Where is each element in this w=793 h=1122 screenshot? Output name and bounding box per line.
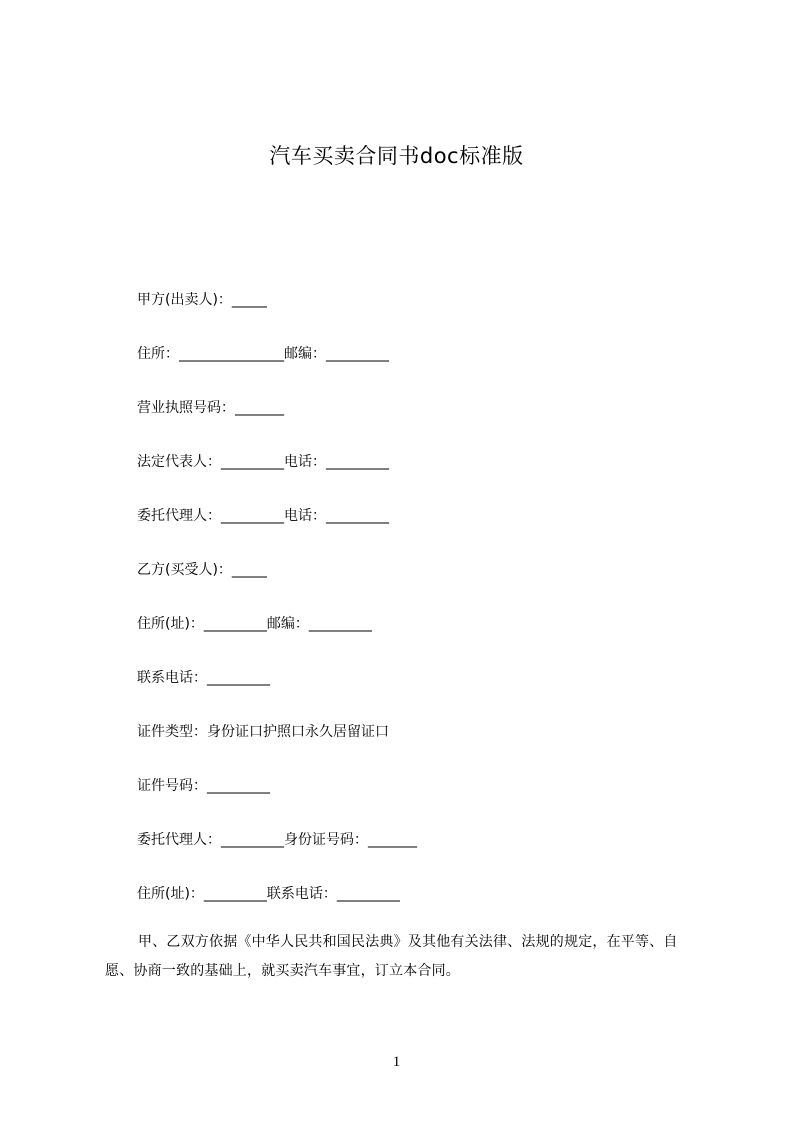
party-fields (137, 287, 697, 935)
seller-name-field: 甲方(出卖人)：_____ (137, 292, 267, 308)
document-title: 汽车买卖合同书doc标准版 (269, 144, 524, 168)
buyer-agent-address-field: 住所(址)：_________联系电话：_________ (137, 886, 400, 902)
id-type-field: 证件类型：身份证口护照口永久居留证口 (137, 724, 389, 740)
id-number-field: 证件号码：_________ (137, 778, 270, 794)
seller-agent-field: 委托代理人：_________电话：_________ (137, 508, 389, 524)
buyer-phone-field: 联系电话：_________ (137, 670, 270, 686)
business-license-field: 营业执照号码：_______ (137, 400, 284, 416)
buyer-address-field: 住所(址)：_________邮编：_________ (137, 616, 372, 632)
page-number: 1 (392, 1054, 401, 1070)
intro-paragraph: 甲、乙双方依据《中华人民共和国民法典》及其他有关法律、法规的规定，在平等、自愿、协商一致的基础上，就买卖汽车事宜，订立本合同。 (105, 934, 678, 979)
seller-address-field: 住所：_______________邮编：_________ (137, 346, 389, 362)
buyer-agent-field: 委托代理人：_________身份证号码：_______ (137, 832, 417, 848)
legal-representative-field: 法定代表人：_________电话：_________ (137, 454, 389, 470)
buyer-name-field: 乙方(买受人)：_____ (137, 562, 267, 578)
